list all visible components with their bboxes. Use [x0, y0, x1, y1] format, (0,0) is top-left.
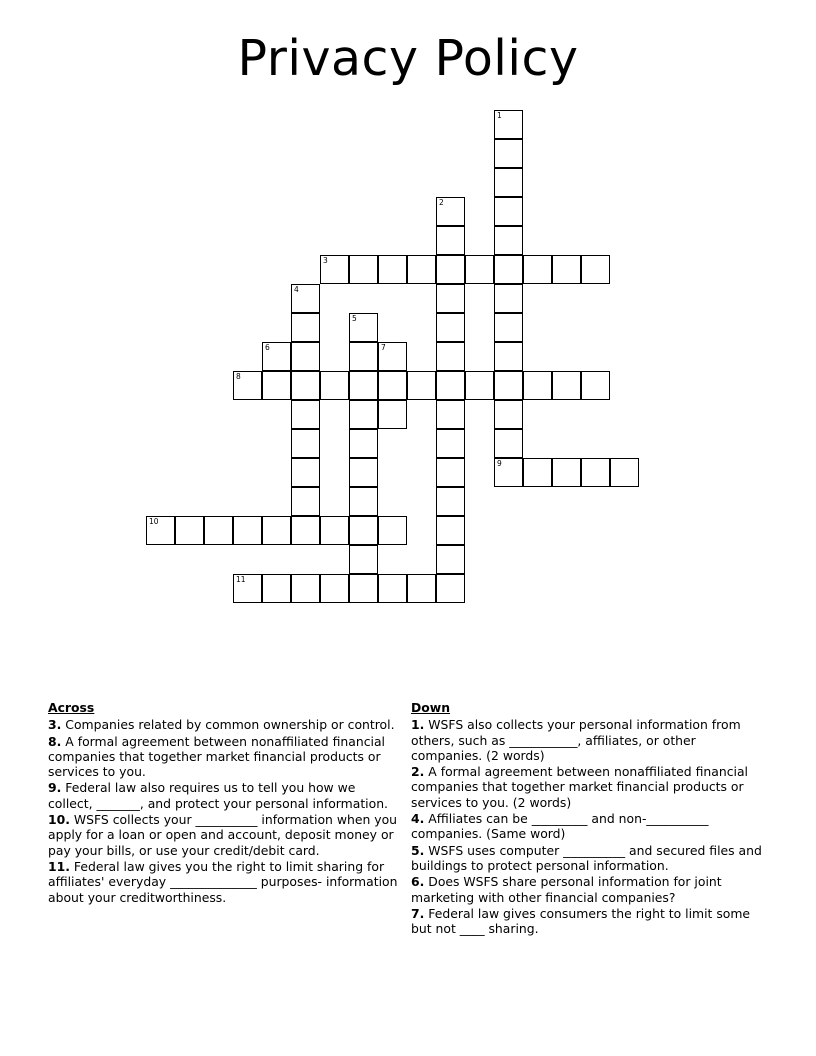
clue-down-5: [411, 843, 763, 874]
clue-number: 9.: [48, 780, 62, 796]
grid-cell[interactable]: [291, 516, 320, 545]
grid-cell[interactable]: [233, 574, 262, 603]
grid-cell[interactable]: [436, 545, 465, 574]
grid-cell[interactable]: [436, 487, 465, 516]
grid-cell[interactable]: [146, 516, 175, 545]
clue-number: 10.: [48, 812, 70, 828]
grid-cell[interactable]: [552, 255, 581, 284]
clue-text: Does WSFS share personal information for joint marketing with other financial companies?: [411, 874, 722, 905]
grid-cell[interactable]: [523, 458, 552, 487]
grid-cell[interactable]: [523, 255, 552, 284]
grid-cell[interactable]: [378, 255, 407, 284]
grid-cell[interactable]: [175, 516, 204, 545]
grid-cell[interactable]: [378, 342, 407, 371]
clue-number-label: 7: [381, 343, 386, 352]
grid-cell[interactable]: [407, 574, 436, 603]
grid-cell[interactable]: [291, 284, 320, 313]
grid-cell[interactable]: [436, 429, 465, 458]
clue-text: Companies related by common ownership or control.: [65, 717, 395, 733]
grid-cell[interactable]: [436, 197, 465, 226]
clue-text: Affiliates can be _________ and non-__________ companies. (Same word): [411, 811, 709, 842]
grid-cell[interactable]: [291, 487, 320, 516]
grid-cell[interactable]: [494, 458, 523, 487]
grid-cell[interactable]: [320, 516, 349, 545]
grid-cell[interactable]: [262, 371, 291, 400]
grid-cell[interactable]: [581, 458, 610, 487]
grid-cell[interactable]: [523, 371, 552, 400]
grid-cell[interactable]: [291, 400, 320, 429]
clue-number-label: 6: [265, 343, 270, 352]
grid-cell[interactable]: [291, 371, 320, 400]
grid-cell[interactable]: [552, 371, 581, 400]
clue-number-label: 1: [497, 111, 502, 120]
clue-number: 5.: [411, 842, 425, 858]
grid-cell[interactable]: [407, 371, 436, 400]
grid-cell[interactable]: [494, 284, 523, 313]
grid-cell[interactable]: [494, 342, 523, 371]
grid-cell[interactable]: [494, 197, 523, 226]
down-heading: Down: [411, 700, 451, 715]
grid-cell[interactable]: [378, 371, 407, 400]
clue-number-label: 9: [497, 459, 502, 468]
clue-number: 3.: [48, 717, 62, 733]
clue-number: 6.: [411, 874, 425, 890]
clue-text: A formal agreement between nonaffiliated financial companies that together market financial products or services to you. (2 words): [411, 764, 748, 810]
clue-across-8: [48, 734, 398, 780]
clue-text: Federal law also requires us to tell you how we collect, _______, and protect your personal information.: [48, 780, 388, 811]
grid-cell[interactable]: [349, 545, 378, 574]
grid-cell[interactable]: [349, 255, 378, 284]
clue-number-label: 2: [439, 198, 444, 207]
clue-down-4: [411, 811, 763, 842]
grid-cell[interactable]: [291, 342, 320, 371]
clue-number-label: 5: [352, 314, 357, 323]
grid-cell[interactable]: [494, 400, 523, 429]
clue-text: WSFS also collects your personal information from others, such as ___________, affiliates, or other companies. (2 words): [411, 717, 741, 763]
clue-across-10: [48, 812, 398, 858]
clue-number-label: 10: [149, 517, 159, 526]
grid-cell[interactable]: [494, 313, 523, 342]
clue-number: 11.: [48, 858, 70, 874]
grid-cell[interactable]: [494, 110, 523, 139]
grid-cell[interactable]: [436, 516, 465, 545]
clue-number-label: 8: [236, 372, 241, 381]
grid-cell[interactable]: [494, 255, 523, 284]
clue-across-3: [48, 717, 398, 732]
grid-cell[interactable]: [378, 574, 407, 603]
grid-cell[interactable]: [349, 371, 378, 400]
grid-cell[interactable]: [349, 429, 378, 458]
grid-cell[interactable]: [494, 371, 523, 400]
clue-down-1: [411, 717, 763, 763]
clue-number: 4.: [411, 811, 425, 827]
clue-down-6: [411, 874, 763, 905]
grid-cell[interactable]: [436, 313, 465, 342]
grid-cell[interactable]: [436, 284, 465, 313]
clue-down-2: [411, 764, 763, 810]
grid-cell[interactable]: [291, 429, 320, 458]
grid-cell[interactable]: [349, 574, 378, 603]
grid-cell[interactable]: [233, 371, 262, 400]
grid-cell[interactable]: [291, 313, 320, 342]
clue-number: 8.: [48, 733, 62, 749]
grid-cell[interactable]: [320, 255, 349, 284]
grid-cell[interactable]: [494, 429, 523, 458]
grid-cell[interactable]: [262, 342, 291, 371]
grid-cell[interactable]: [407, 255, 436, 284]
clue-number-label: 3: [323, 256, 328, 265]
grid-cell[interactable]: [581, 255, 610, 284]
grid-cell[interactable]: [262, 574, 291, 603]
grid-cell[interactable]: [291, 574, 320, 603]
grid-cell[interactable]: [610, 458, 639, 487]
across-clues: [48, 700, 398, 906]
grid-cell[interactable]: [349, 458, 378, 487]
clue-number-label: 11: [236, 575, 246, 584]
clue-down-7: [411, 906, 763, 937]
grid-cell[interactable]: [494, 226, 523, 255]
grid-cell[interactable]: [320, 574, 349, 603]
clue-text: Federal law gives you the right to limit sharing for affiliates' everyday ______________ purposes- information about your creditworthiness.: [48, 858, 398, 905]
clue-text: A formal agreement between nonaffiliated financial companies that together market financial products or services to you.: [48, 733, 385, 780]
clue-text: WSFS uses computer __________ and secured files and buildings to protect personal information.: [411, 842, 762, 873]
grid-cell[interactable]: [436, 342, 465, 371]
grid-cell[interactable]: [465, 255, 494, 284]
clue-number: 1.: [411, 717, 425, 733]
grid-cell[interactable]: [262, 516, 291, 545]
clue-number: 7.: [411, 905, 425, 921]
grid-cell[interactable]: [436, 400, 465, 429]
grid-cell[interactable]: [349, 400, 378, 429]
clue-number: 2.: [411, 764, 425, 780]
grid-cell[interactable]: [436, 255, 465, 284]
grid-cell[interactable]: [349, 313, 378, 342]
clue-number-label: 4: [294, 285, 299, 294]
grid-cell[interactable]: [436, 226, 465, 255]
grid-cell[interactable]: [494, 168, 523, 197]
grid-cell[interactable]: [436, 574, 465, 603]
grid-cell[interactable]: [436, 458, 465, 487]
clue-text: Federal law gives consumers the right to limit some but not ____ sharing.: [411, 905, 751, 937]
across-heading: Across: [48, 700, 95, 715]
grid-cell[interactable]: [204, 516, 233, 545]
page-title: Privacy Policy: [237, 30, 579, 87]
grid-cell[interactable]: [233, 516, 262, 545]
clue-across-9: [48, 780, 398, 811]
grid-cell[interactable]: [349, 487, 378, 516]
clue-text: WSFS collects your __________ information when you apply for a loan or open and account, deposit money or pay your bills, or use your credit/debit card.: [48, 812, 398, 858]
clue-across-11: [48, 859, 398, 905]
grid-cell[interactable]: [349, 516, 378, 545]
grid-cell[interactable]: [581, 371, 610, 400]
grid-cell[interactable]: [349, 342, 378, 371]
grid-cell[interactable]: [291, 458, 320, 487]
down-clues: [411, 700, 763, 937]
grid-cell[interactable]: [552, 458, 581, 487]
grid-cell[interactable]: [465, 371, 494, 400]
grid-cell[interactable]: [378, 400, 407, 429]
grid-cell[interactable]: [378, 516, 407, 545]
grid-cell[interactable]: [320, 371, 349, 400]
grid-cell[interactable]: [494, 139, 523, 168]
grid-cell[interactable]: [436, 371, 465, 400]
